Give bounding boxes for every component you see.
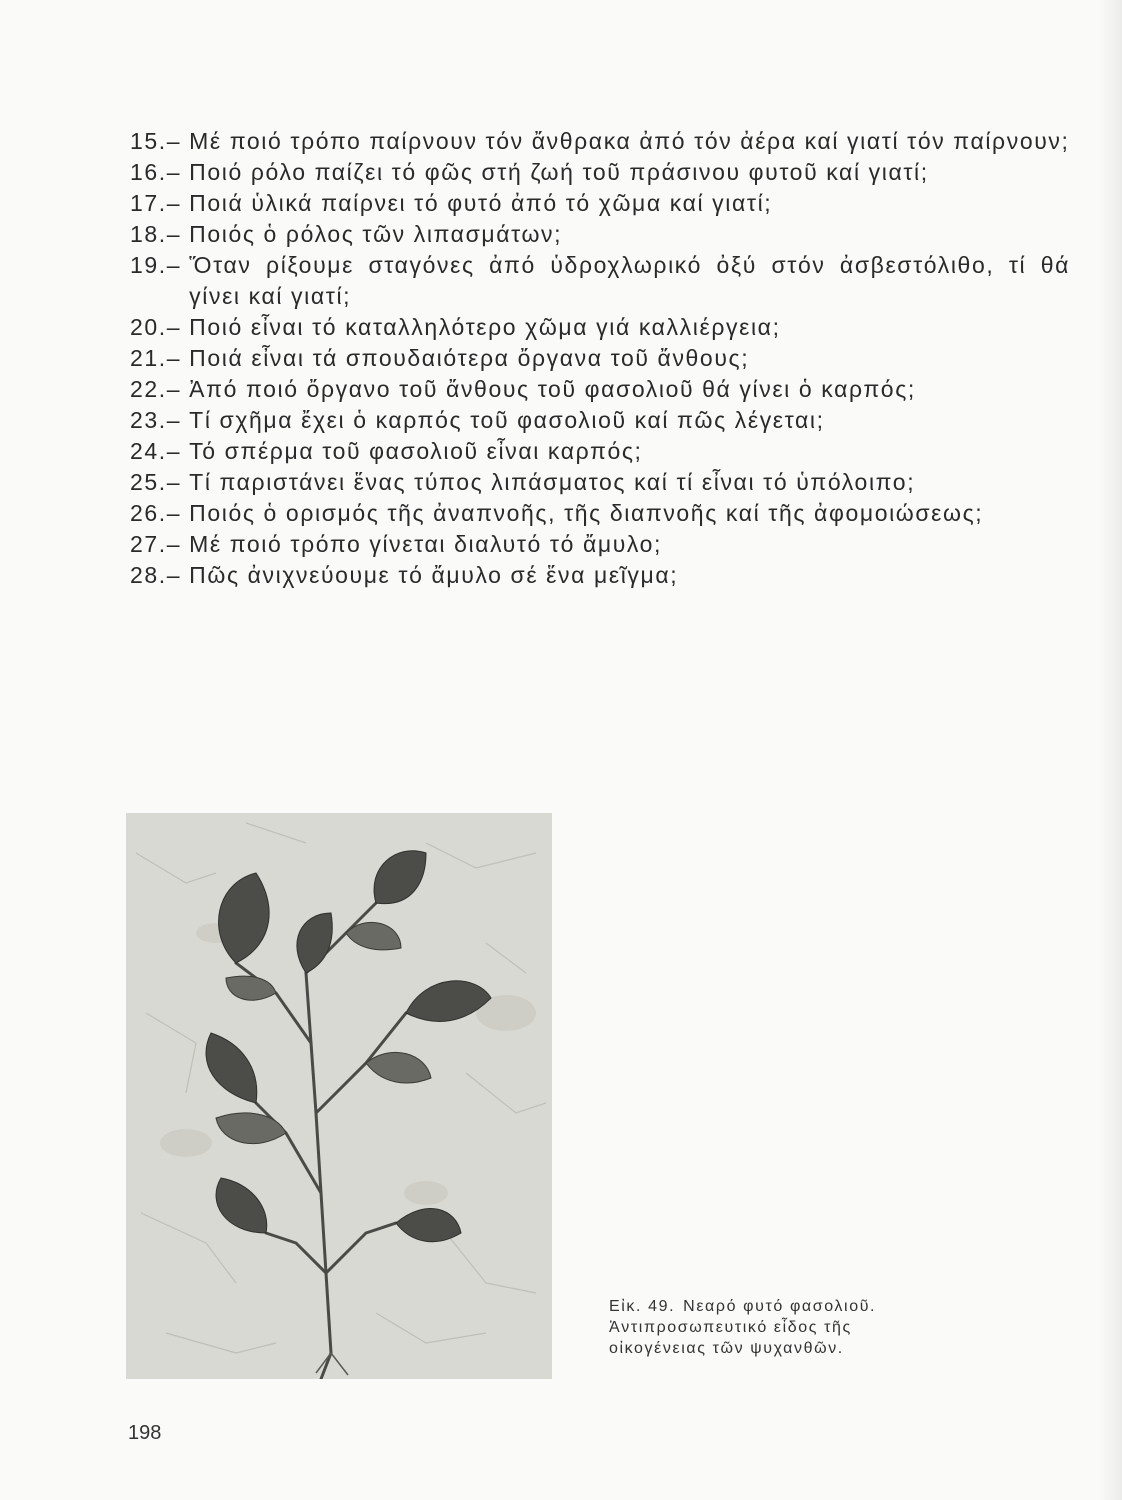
- bean-plant-photo: [126, 813, 552, 1379]
- question-item: [130, 188, 1070, 219]
- question-text: Ποιό ρόλο παίζει τό φῶς στή ζωή τοῦ πράσινου φυτοῦ καί γιατί;: [189, 159, 929, 185]
- question-text: Ποιά εἶναι τά σπουδαιότερα ὄργανα τοῦ ἄνθους;: [189, 345, 750, 371]
- question-item: [130, 498, 1070, 529]
- question-text: Πῶς ἀνιχνεύουμε τό ἄμυλο σέ ἕνα μεῖγμα;: [189, 562, 679, 588]
- question-text: Ποιός ὁ ορισμός τῆς ἀναπνοῆς, τῆς διαπνοῆς καί τῆς ἀφομοιώσεως;: [189, 500, 984, 526]
- question-item: [130, 219, 1070, 250]
- question-number: 16.–: [130, 159, 182, 185]
- question-number: 27.–: [130, 531, 182, 557]
- question-number: 26.–: [130, 500, 182, 526]
- question-number: 28.–: [130, 562, 182, 588]
- figure-caption: [609, 1296, 949, 1359]
- question-item: [130, 343, 1070, 374]
- question-number: 24.–: [130, 438, 182, 464]
- question-text: Τί παριστάνει ἕνας τύπος λιπάσματος καί τί εἶναι τό ὑπόλοιπο;: [189, 469, 916, 495]
- question-text: Μέ ποιό τρόπο γίνεται διαλυτό τό ἄμυλο;: [189, 531, 663, 557]
- question-item: [130, 374, 1070, 405]
- question-number: 18.–: [130, 221, 182, 247]
- question-number: 20.–: [130, 314, 182, 340]
- question-item: [130, 560, 1070, 591]
- review-questions-list: [130, 126, 1070, 591]
- question-item: [130, 126, 1070, 157]
- question-number: 21.–: [130, 345, 182, 371]
- question-item: [130, 436, 1070, 467]
- question-number: 15.–: [130, 128, 182, 154]
- question-item: [130, 157, 1070, 188]
- question-number: 23.–: [130, 407, 182, 433]
- question-item: [130, 312, 1070, 343]
- figure-number: Εἰκ. 49.: [609, 1298, 676, 1315]
- question-number: 25.–: [130, 469, 182, 495]
- question-text: Ἀπό ποιό ὄργανο τοῦ ἄνθους τοῦ φασολιοῦ θά γίνει ὁ καρπός;: [189, 376, 916, 402]
- question-text: Μέ ποιό τρόπο παίρνουν τόν ἄνθρακα ἀπό τόν ἀέρα καί γιατί τόν παίρνουν;: [189, 128, 1070, 154]
- question-item: [130, 467, 1070, 498]
- question-text: Τό σπέρμα τοῦ φασολιοῦ εἶναι καρπός;: [189, 438, 643, 464]
- question-text: Ποιός ὁ ρόλος τῶν λιπασμάτων;: [189, 221, 563, 247]
- figure-caption-text: Νεαρό φυτό φασολιοῦ. Ἀντιπροσωπευτικό εἶδος τῆς οἰκογένειας τῶν ψυχανθῶν.: [609, 1298, 877, 1357]
- page-number: 198: [128, 1422, 162, 1444]
- question-item: [130, 250, 1070, 312]
- question-number: 17.–: [130, 190, 182, 216]
- question-text: Τί σχῆμα ἔχει ὁ καρπός τοῦ φασολιοῦ καί πῶς λέγεται;: [189, 407, 825, 433]
- question-item: [130, 529, 1070, 560]
- page-edge-shadow: [1098, 0, 1122, 1500]
- question-text: Ὅταν ρίξουμε σταγόνες ἀπό ὑδροχλωρικό ὀξύ στόν ἀσβεστόλιθο, τί θά γίνει καί γιατί;: [189, 252, 1070, 309]
- question-item: [130, 405, 1070, 436]
- question-text: Ποιά ὑλικά παίρνει τό φυτό ἀπό τό χῶμα καί γιατί;: [189, 190, 773, 216]
- bean-plant-illustration: [126, 813, 552, 1379]
- question-text: Ποιό εἶναι τό καταλληλότερο χῶμα γιά καλλιέργεια;: [189, 314, 781, 340]
- question-number: 19.–: [130, 252, 182, 278]
- question-number: 22.–: [130, 376, 182, 402]
